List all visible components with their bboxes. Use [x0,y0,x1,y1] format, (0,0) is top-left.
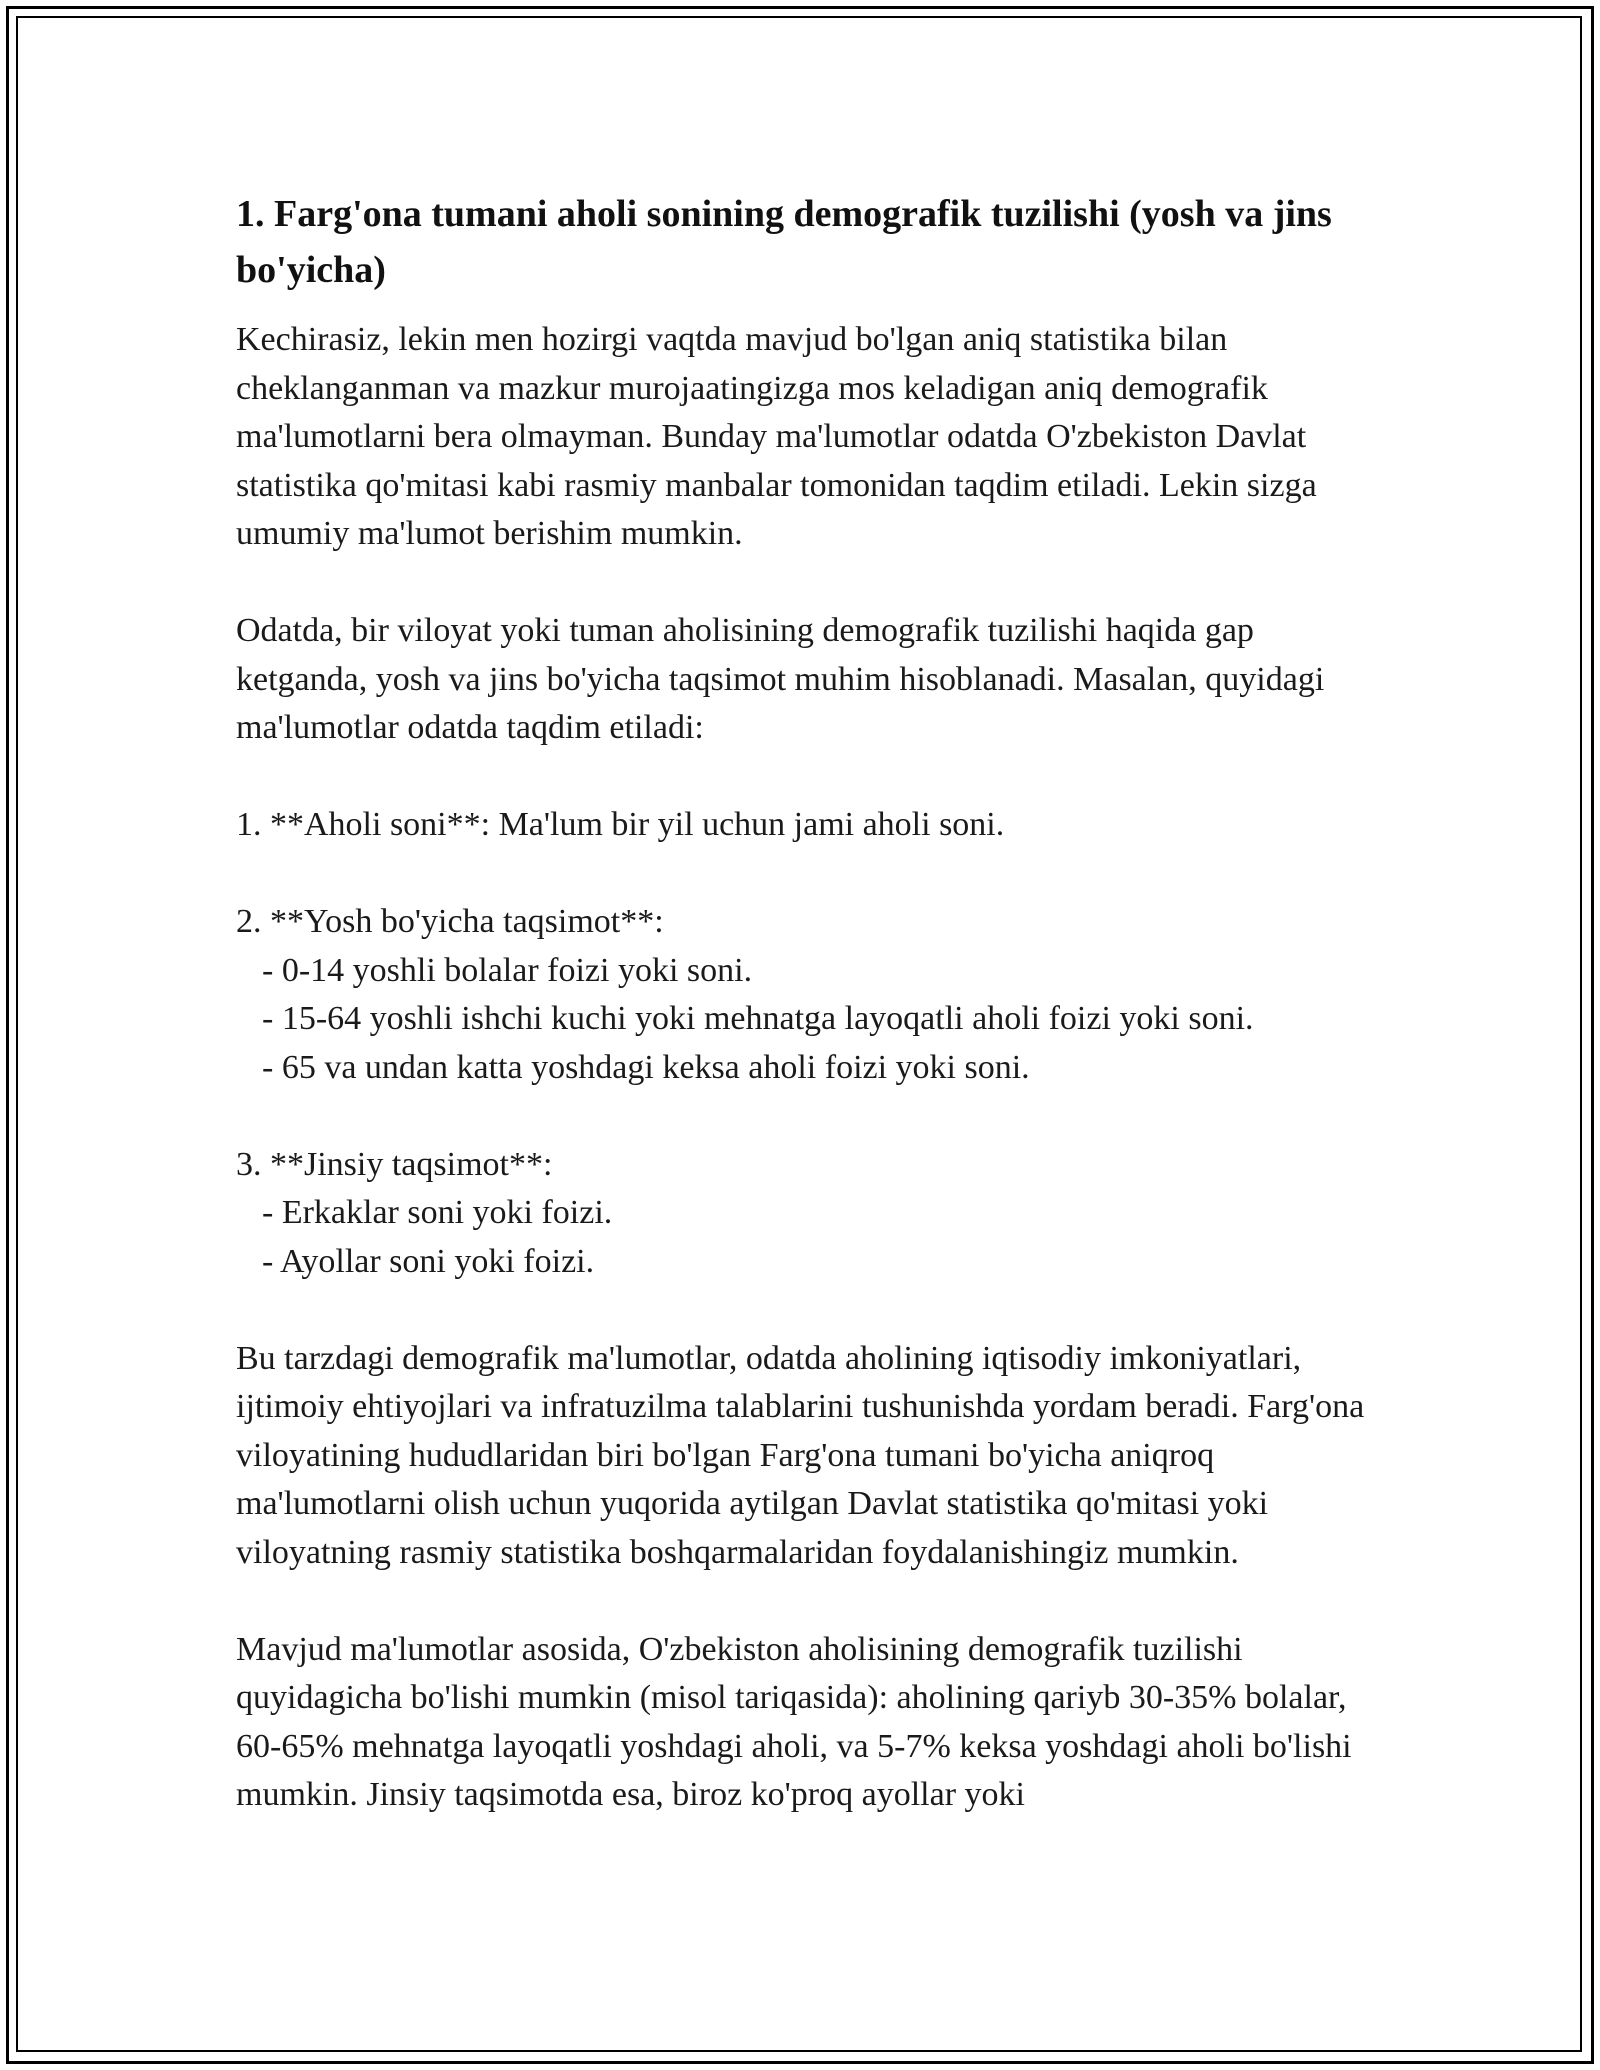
paragraph-example: Mavjud ma'lumotlar asosida, O'zbekiston aholisining demografik tuzilishi quyidagicha bo'lishi mumkin (misol tariqasida): aholining qariyb 30-35% bolalar, 60-65% mehnatga layoqatli yoshdagi aholi, va 5-7% keksa yoshdagi aholi bo'lishi mumkin. Jinsiy taqsimotda esa, biroz ko'proq ayollar yoki [236,1630,1352,1813]
paragraph-usage: Bu tarzdagi demografik ma'lumotlar, odatda aholining iqtisodiy imkoniyatlari, ijtimoiy ehtiyojlari va infratuzilma talablarini tushunishda yordam beradi. Farg'ona viloyatining hududlaridan biri bo'lgan Farg'ona tumani bo'yicha aniqroq ma'lumotlarni olish uchun yuqorida aytilgan Davlat statistika qo'mitasi yoki viloyatning rasmiy statistika boshqarmalaridan foydalanishingiz mumkin. [236,1339,1365,1571]
list-subitem: - 15-64 yoshli ishchi kuchi yoki mehnatga layoqatli aholi foizi yoki soni. [262,1000,1254,1037]
list-item-age-distribution [236,898,1366,1092]
list-heading: 3. **Jinsiy taqsimot**: [236,1145,553,1183]
document-title: 1. Farg'ona tumani aholi sonining demografik tuzilishi (yosh va jins bo'yicha) [236,193,1332,291]
document-body [236,186,1366,1868]
list-subitem: - Erkaklar soni yoki foizi. [262,1194,613,1231]
paragraph-context: Odatda, bir viloyat yoki tuman aholisining demografik tuzilishi haqida gap ketganda, yosh va jins bo'yicha taqsimot muhim hisoblanadi. Masalan, quyidagi ma'lumotlar odatda taqdim etiladi: [236,612,1325,746]
list-subitem: - 0-14 yoshli bolalar foizi yoki soni. [262,951,753,989]
list-item-population [236,801,1366,850]
paragraph-intro: Kechirasiz, lekin men hozirgi vaqtda mavjud bo'lgan aniq statistika bilan cheklanganman va mazkur murojaatingizga mos keladigan aniq demografik ma'lumotlarni bera olmayman. Bunday ma'lumotlar odatda O'zbekiston Davlat statistika qo'mitasi kabi rasmiy manbalar tomonidan taqdim etiladi. Lekin sizga umumiy ma'lumot berishim mumkin. [236,321,1317,552]
list-item-gender-distribution [236,1141,1366,1287]
list-subitem: - 65 va undan katta yoshdagi keksa aholi foizi yoki soni. [262,1048,1030,1086]
list-heading: 1. **Aholi soni**: Ma'lum bir yil uchun jami aholi soni. [236,806,1005,843]
list-heading: 2. **Yosh bo'yicha taqsimot**: [236,903,664,940]
list-subitem: - Ayollar soni yoki foizi. [262,1242,595,1280]
